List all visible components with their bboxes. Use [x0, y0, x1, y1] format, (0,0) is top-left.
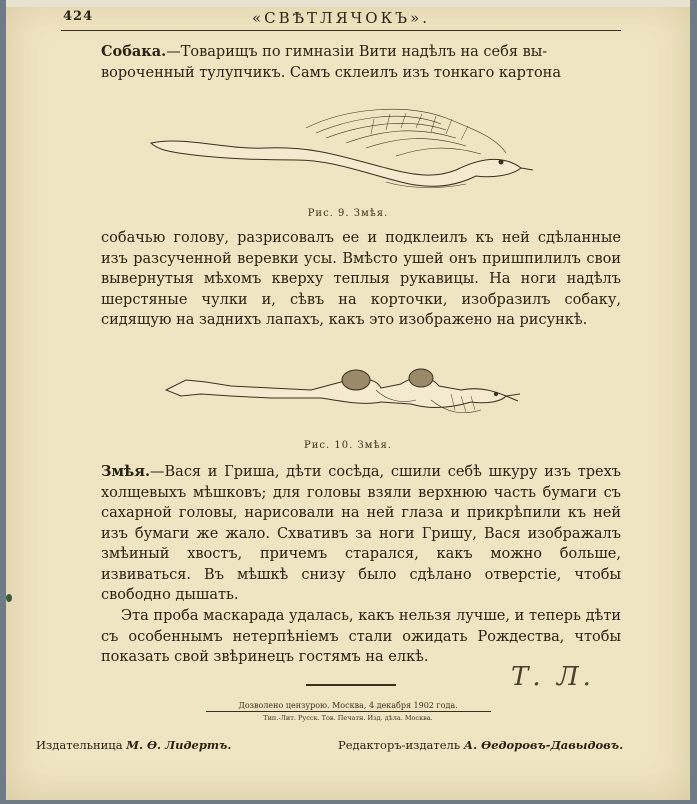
page-header: [61, 7, 621, 29]
closing-paragraph: Эта проба маскарада удалась, какъ нельзя лучше, и теперь дѣти съ особеннымъ нетерпѣніемъ стали ожидать Рождества, чтобы показать свой звѣринецъ гостямъ на елкѣ.: [101, 608, 621, 665]
dog-title: Собака.: [101, 43, 167, 60]
figure-9-illustration: [146, 98, 536, 198]
dog-paragraph-top: [101, 42, 621, 83]
censorship-note: Дозволено цензурою. Москва, 4 декабря 1902 года.: [238, 701, 458, 710]
printer-note: Тип.-Лит. Русск. Тов. Печатн. Изд. дѣла. Москва.: [263, 714, 433, 722]
dog-paragraph-continued: собачью голову, разрисовалъ ее и подклеилъ къ ней сдѣланные изъ разсученной веревки усы. Вмѣсто ушей онъ пришпилилъ свои вывернутыя мѣхомъ кверху теплыя рукавицы. На ноги надѣлъ шерстяные чулки и, сѣвъ на корточки, изобразилъ собаку, сидящую на заднихъ лапахъ, какъ это изображено на рисункѣ.: [101, 230, 621, 328]
publisher-label: Издательница: [36, 738, 123, 752]
figure-10-illustration: [161, 360, 531, 430]
header-rule: [61, 30, 621, 31]
magazine-title: «СВѢТЛЯЧОКЪ».: [251, 9, 431, 27]
censorship-rule: [206, 711, 491, 712]
publisher-name: М. Ѳ. Лидертъ.: [126, 738, 232, 752]
author-signature: Т. Л.: [511, 662, 595, 692]
journal-page: [6, 0, 690, 800]
editor-line: [338, 738, 623, 752]
snake-title: Змѣя.: [101, 463, 151, 480]
editor-label: Редакторъ-издатель: [338, 738, 461, 752]
figure-10-caption: Рис. 10. Змѣя.: [304, 440, 392, 451]
snake-text: —Вася и Гриша, дѣти сосѣда, сшили себѣ шкуру изъ трехъ холщевыхъ мѣшковъ; для головы взяли верхнюю часть бумаги съ сахарной головы, нарисовали на ней глаза и прикрѣпили къ ней изъ бумаги же жало. Схвативъ за ноги Гришу, Вася изображалъ змѣиный хвостъ, причемъ старался, какъ можно больше, извиваться. Въ мѣшкѣ снизу было сдѣлано отверстіе, чтобы свободно дышать.: [101, 464, 621, 603]
snake-paragraph: [101, 462, 621, 606]
figure-9-caption: Рис. 9. Змѣя.: [307, 208, 389, 219]
publisher-line: [36, 738, 231, 752]
editor-name: А. Ѳедоровъ-Давыдовъ.: [463, 738, 624, 752]
scan-top-strip: [6, 0, 690, 7]
page-number: 424: [63, 9, 94, 24]
scan-mark: [6, 594, 12, 602]
dog-text-line-1: —Товарищъ по гимназіи Вити надѣлъ на себя вы-: [166, 44, 548, 60]
dog-text-line-2: вороченный тулупчикъ. Самъ склеилъ изъ тонкаго картона: [101, 64, 561, 81]
end-rule: [306, 684, 396, 686]
